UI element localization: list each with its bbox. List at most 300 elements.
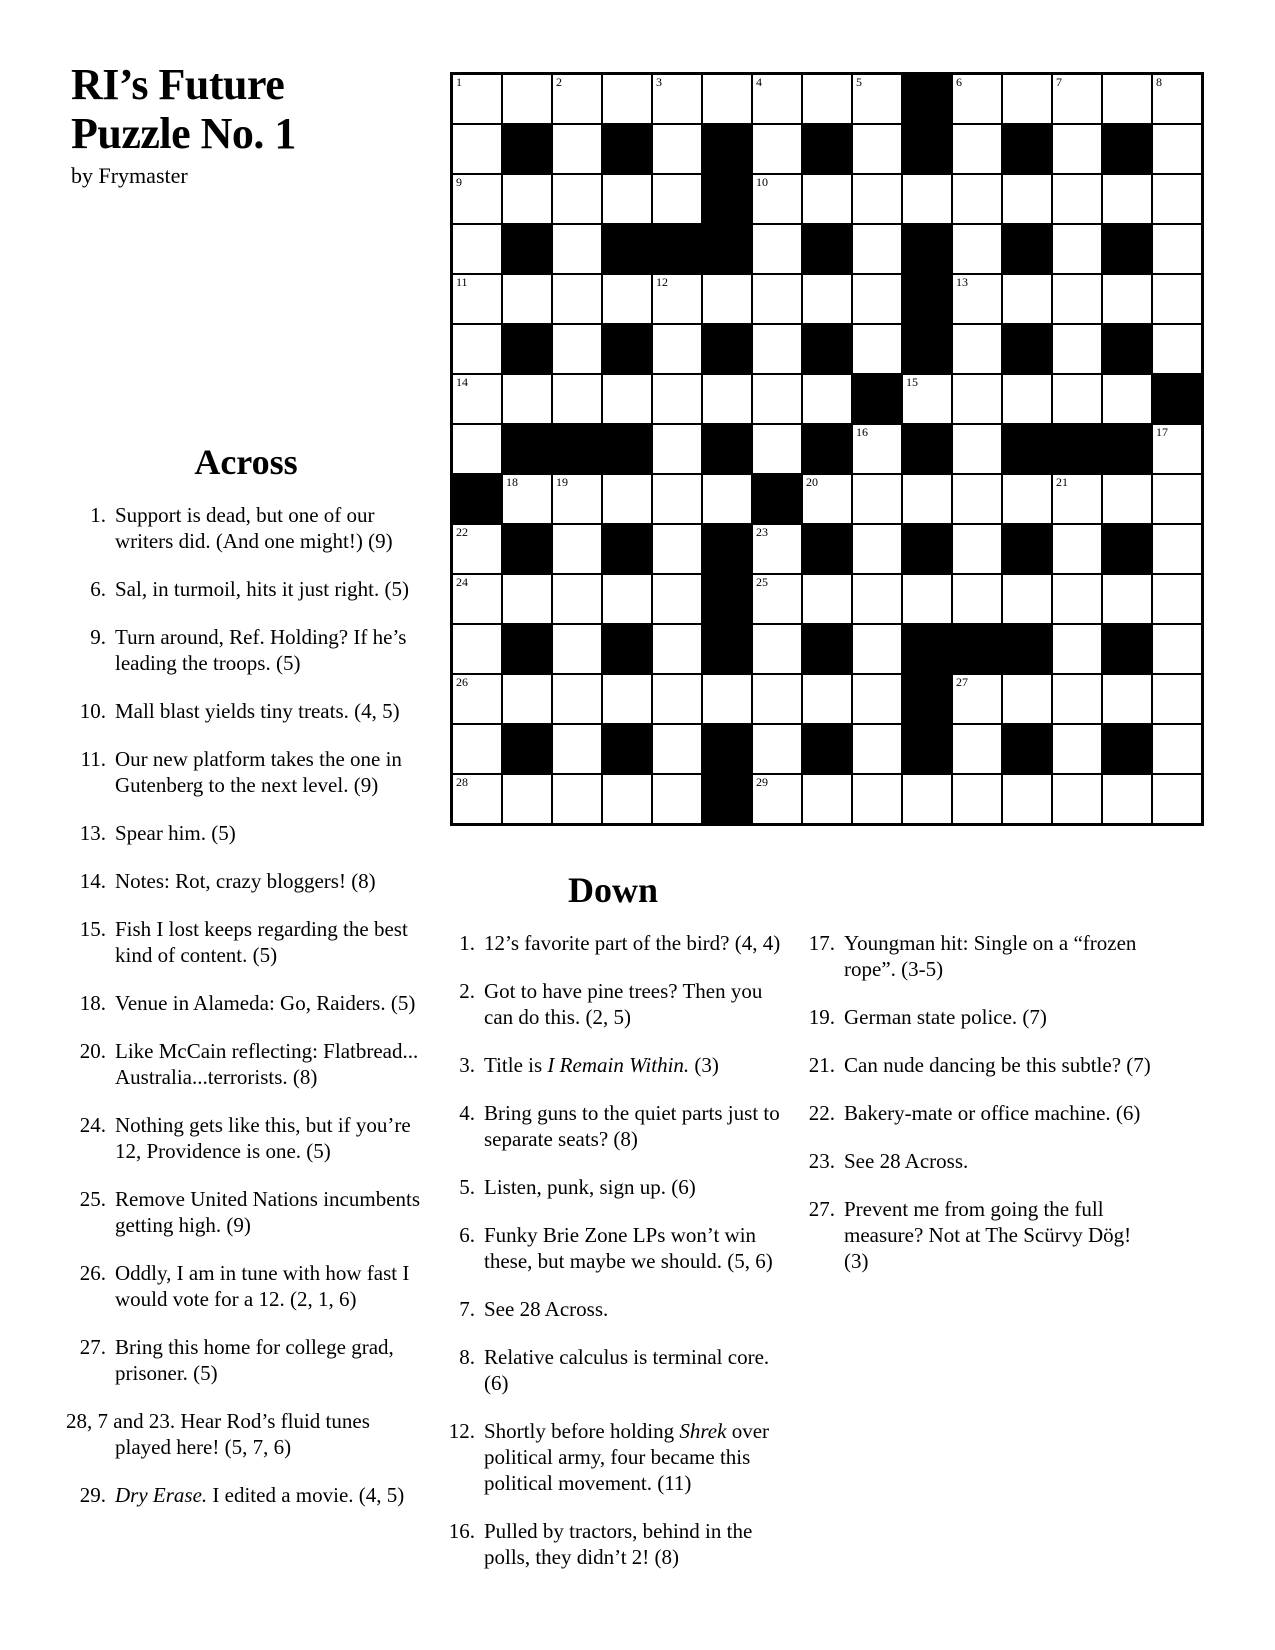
puzzle-byline: by Frymaster	[71, 163, 188, 188]
grid-cell	[1153, 225, 1201, 273]
clue-number: 1.	[90, 503, 106, 527]
across-clue	[66, 990, 426, 1016]
grid-cell	[703, 75, 751, 123]
across-section	[66, 440, 426, 1530]
grid-cell-black	[503, 725, 551, 773]
down-clue	[435, 978, 791, 1030]
grid-cell-black	[503, 225, 551, 273]
grid-cell-black	[803, 725, 851, 773]
cell-number: 9	[456, 175, 462, 189]
cell-number: 6	[956, 75, 962, 89]
cell-number: 17	[1156, 425, 1168, 439]
cell-number: 25	[756, 575, 768, 589]
across-clue	[66, 868, 426, 894]
clue-text: German state police. (7)	[844, 1005, 1047, 1029]
grid-cell	[753, 325, 801, 373]
grid-cell-black	[803, 325, 851, 373]
cell-number: 22	[456, 525, 468, 539]
grid-cell-black	[803, 225, 851, 273]
grid-cell	[1053, 225, 1101, 273]
grid-cell	[1153, 425, 1201, 473]
grid-cell	[1153, 725, 1201, 773]
down-clue	[435, 1052, 791, 1078]
grid-cell	[603, 175, 651, 223]
clue-text: Got to have pine trees? Then you can do this. (2, 5)	[484, 979, 763, 1029]
cell-number: 12	[656, 275, 668, 289]
grid-cell	[953, 275, 1001, 323]
grid-cell	[853, 175, 901, 223]
clue-text: Bring this home for college grad, prisoner. (5)	[115, 1335, 394, 1385]
grid-cell	[853, 775, 901, 823]
grid-cell	[603, 675, 651, 723]
grid-cell	[1053, 775, 1101, 823]
clue-number: 16.	[448, 1519, 475, 1543]
grid-cell	[553, 675, 601, 723]
grid-cell-black	[953, 625, 1001, 673]
grid-cell-black	[1103, 725, 1151, 773]
grid-cell	[553, 375, 601, 423]
grid-cell	[453, 175, 501, 223]
grid-cell	[653, 125, 701, 173]
grid-cell-black	[853, 375, 901, 423]
grid-cell	[953, 75, 1001, 123]
clue-text: Shortly before holding Shrek over political army, four became this political movement. (11)	[484, 1419, 770, 1495]
cell-number: 3	[656, 75, 662, 89]
cell-number: 20	[806, 475, 818, 489]
grid-cell	[953, 475, 1001, 523]
grid-cell-black	[1003, 325, 1051, 373]
grid-cell	[603, 475, 651, 523]
grid-cell	[703, 475, 751, 523]
clue-number: 2.	[459, 979, 475, 1003]
grid-cell	[603, 775, 651, 823]
grid-cell-black	[703, 525, 751, 573]
grid-cell	[1003, 475, 1051, 523]
grid-cell	[503, 175, 551, 223]
grid-cell	[753, 225, 801, 273]
puzzle-title-line2: Puzzle No. 1	[71, 109, 296, 158]
clue-number: 7.	[459, 1297, 475, 1321]
grid-cell	[953, 325, 1001, 373]
grid-cell	[1153, 525, 1201, 573]
cell-number: 15	[906, 375, 918, 389]
grid-cell	[1003, 375, 1051, 423]
down-clue	[795, 1100, 1155, 1126]
across-clue	[66, 1038, 426, 1090]
grid-cell	[803, 575, 851, 623]
grid-cell-black	[903, 75, 951, 123]
grid-cell	[1053, 375, 1101, 423]
grid-cell	[753, 725, 801, 773]
grid-cell	[453, 725, 501, 773]
grid-cell-black	[1003, 525, 1051, 573]
cell-number: 28	[456, 775, 468, 789]
clue-number: 25.	[79, 1187, 106, 1211]
grid-cell	[853, 425, 901, 473]
clue-number: 13.	[79, 821, 106, 845]
grid-cell-black	[903, 525, 951, 573]
grid-cell	[753, 675, 801, 723]
cell-number: 21	[1056, 475, 1068, 489]
cell-number: 18	[506, 475, 518, 489]
down-clue	[435, 1174, 791, 1200]
grid-cell	[1003, 575, 1051, 623]
grid-cell	[753, 425, 801, 473]
clue-text: Prevent me from going the full measure? Not at The Scürvy Dög! (3)	[844, 1197, 1132, 1273]
grid-cell-black	[603, 325, 651, 373]
grid-cell	[653, 275, 701, 323]
grid-cell-black	[903, 125, 951, 173]
grid-cell-black	[503, 325, 551, 373]
grid-cell	[653, 625, 701, 673]
grid-cell	[1153, 75, 1201, 123]
grid-cell	[503, 75, 551, 123]
grid-cell	[653, 425, 701, 473]
grid-cell	[903, 375, 951, 423]
grid-cell-black	[603, 125, 651, 173]
grid-cell	[953, 675, 1001, 723]
grid-cell	[553, 225, 601, 273]
grid-cell	[853, 675, 901, 723]
grid-cell	[453, 625, 501, 673]
clue-number: 15.	[79, 917, 106, 941]
grid-cell-black	[503, 525, 551, 573]
grid-cell	[453, 525, 501, 573]
across-clue-list	[66, 502, 426, 1508]
down-section	[435, 868, 791, 1592]
grid-cell	[853, 325, 901, 373]
grid-cell	[1003, 675, 1051, 723]
grid-cell	[603, 375, 651, 423]
grid-cell-black	[703, 575, 751, 623]
clue-text: Venue in Alameda: Go, Raiders. (5)	[115, 991, 416, 1015]
clue-number: 10.	[79, 699, 106, 723]
across-clue	[66, 916, 426, 968]
grid-cell	[553, 175, 601, 223]
grid-cell	[1153, 675, 1201, 723]
down-clue-list-1	[435, 930, 791, 1570]
grid-cell	[803, 675, 851, 723]
grid-cell-black	[1103, 625, 1151, 673]
grid-cell	[503, 375, 551, 423]
grid-cell	[453, 275, 501, 323]
grid-cell	[1053, 525, 1101, 573]
cell-number: 7	[1056, 75, 1062, 89]
clue-number: 24.	[79, 1113, 106, 1137]
down-clue	[795, 930, 1155, 982]
clue-text: Title is I Remain Within. (3)	[484, 1053, 719, 1077]
grid-cell	[1153, 775, 1201, 823]
grid-cell-black	[703, 125, 751, 173]
grid-cell	[853, 725, 901, 773]
grid-cell	[953, 775, 1001, 823]
grid-cell	[1053, 125, 1101, 173]
grid-cell	[603, 275, 651, 323]
grid-cell-black	[1103, 525, 1151, 573]
grid-cell	[803, 275, 851, 323]
grid-cell	[1153, 575, 1201, 623]
grid-cell-black	[1153, 375, 1201, 423]
grid-cell	[1003, 75, 1051, 123]
grid-cell	[653, 475, 701, 523]
grid-cell	[553, 725, 601, 773]
grid-cell	[1103, 75, 1151, 123]
grid-cell	[753, 275, 801, 323]
grid-cell	[553, 475, 601, 523]
clue-text: See 28 Across.	[844, 1149, 969, 1173]
clue-number: 4.	[459, 1101, 475, 1125]
grid-cell	[703, 275, 751, 323]
grid-cell	[553, 275, 601, 323]
grid-cell-black	[903, 625, 951, 673]
clue-text: Relative calculus is terminal core. (6)	[484, 1345, 770, 1395]
across-clue	[66, 624, 426, 676]
clue-text: See 28 Across.	[484, 1297, 609, 1321]
grid-cell	[953, 175, 1001, 223]
clue-text: Pulled by tractors, behind in the polls, they didn’t 2! (8)	[484, 1519, 753, 1569]
clue-text: Fish I lost keeps regarding the best kind of content. (5)	[115, 917, 408, 967]
clue-text: Like McCain reflecting: Flatbread... Australia...terrorists. (8)	[115, 1039, 419, 1089]
grid-cell-black	[903, 425, 951, 473]
cell-number: 16	[856, 425, 868, 439]
grid-cell	[1103, 575, 1151, 623]
clue-number: 18.	[79, 991, 106, 1015]
grid-cell	[953, 425, 1001, 473]
grid-cell	[853, 625, 901, 673]
grid-cell-black	[1003, 425, 1051, 473]
grid-cell	[1053, 75, 1101, 123]
clue-text: Remove United Nations incumbents getting high. (9)	[115, 1187, 421, 1237]
grid-cell-black	[1103, 325, 1151, 373]
grid-cell	[1153, 475, 1201, 523]
grid-cell	[503, 475, 551, 523]
grid-cell	[853, 525, 901, 573]
grid-cell-black	[903, 675, 951, 723]
grid-cell	[1103, 375, 1151, 423]
grid-cell-black	[1053, 425, 1101, 473]
grid-cell	[953, 125, 1001, 173]
grid-cell	[453, 425, 501, 473]
grid-cell	[903, 175, 951, 223]
grid-cell-black	[603, 425, 651, 473]
grid-cell	[553, 775, 601, 823]
grid-cell	[853, 225, 901, 273]
grid-cell-black	[603, 225, 651, 273]
grid-cell	[653, 325, 701, 373]
across-clue	[66, 1334, 426, 1386]
grid-cell-black	[1003, 725, 1051, 773]
grid-cell	[503, 775, 551, 823]
down-clue	[795, 1148, 1155, 1174]
grid-cell	[453, 225, 501, 273]
grid-cell	[953, 375, 1001, 423]
grid-cell	[753, 375, 801, 423]
down-clue	[795, 1004, 1155, 1030]
grid-cell-black	[603, 525, 651, 573]
across-clue	[66, 1482, 426, 1508]
grid-cell-black	[803, 425, 851, 473]
grid-cell	[1003, 175, 1051, 223]
grid-cell-black	[653, 225, 701, 273]
grid-cell-black	[1103, 425, 1151, 473]
clue-number: 9.	[90, 625, 106, 649]
grid-cell	[753, 525, 801, 573]
grid-cell-black	[703, 175, 751, 223]
cell-number: 13	[956, 275, 968, 289]
across-clue	[66, 576, 426, 602]
clue-text: Turn around, Ref. Holding? If he’s leading the troops. (5)	[115, 625, 407, 675]
clue-text: Youngman hit: Single on a “frozen rope”. (3-5)	[844, 931, 1137, 981]
grid-cell	[753, 75, 801, 123]
grid-cell	[903, 775, 951, 823]
grid-cell	[653, 375, 701, 423]
grid-cell	[553, 75, 601, 123]
cell-number: 5	[856, 75, 862, 89]
clue-number: 14.	[79, 869, 106, 893]
grid-cell	[1003, 275, 1051, 323]
grid-cell-black	[903, 325, 951, 373]
grid-cell	[1153, 625, 1201, 673]
grid-cell-black	[703, 775, 751, 823]
grid-cell	[453, 775, 501, 823]
grid-cell-black	[1103, 125, 1151, 173]
down-heading: Down	[567, 870, 659, 910]
grid-cell	[453, 375, 501, 423]
grid-cell	[1153, 275, 1201, 323]
clue-number: 8.	[459, 1345, 475, 1369]
puzzle-title-line1: RI’s Future	[71, 60, 285, 109]
clue-text: Bakery-mate or office machine. (6)	[844, 1101, 1141, 1125]
clue-number: 22.	[808, 1101, 835, 1125]
clue-number: 1.	[459, 931, 475, 955]
clue-number: 6.	[90, 577, 106, 601]
grid-cell	[853, 275, 901, 323]
down-clue	[435, 1222, 791, 1274]
clue-text: 12’s favorite part of the bird? (4, 4)	[484, 931, 781, 955]
grid-cell-black	[453, 475, 501, 523]
grid-cell	[603, 575, 651, 623]
grid-cell	[1053, 575, 1101, 623]
across-clue	[66, 820, 426, 846]
grid-cell	[803, 175, 851, 223]
clue-number: 19.	[808, 1005, 835, 1029]
clue-number: 29.	[79, 1483, 106, 1507]
grid-cell	[1103, 775, 1151, 823]
grid-cell	[653, 775, 701, 823]
clue-number: 6.	[459, 1223, 475, 1247]
clue-text: Hear Rod’s fluid tunes played here! (5, 7, 6)	[115, 1409, 370, 1459]
clue-text: Dry Erase. I edited a movie. (4, 5)	[115, 1483, 405, 1507]
grid-cell	[803, 75, 851, 123]
grid-cell	[553, 125, 601, 173]
grid-cell-black	[703, 425, 751, 473]
grid-cell	[1103, 675, 1151, 723]
grid-cell	[653, 75, 701, 123]
down-clue	[435, 930, 791, 956]
grid-cell	[853, 125, 901, 173]
clue-number: 11.	[80, 747, 106, 771]
clue-number: 12.	[448, 1419, 475, 1443]
grid-cell	[453, 325, 501, 373]
grid-cell	[1053, 725, 1101, 773]
down-clue	[435, 1418, 791, 1496]
clue-number: 20.	[79, 1039, 106, 1063]
grid-cell	[753, 125, 801, 173]
clue-text: Oddly, I am in tune with how fast I would vote for a 12. (2, 1, 6)	[115, 1261, 410, 1311]
grid-cell	[703, 375, 751, 423]
cell-number: 19	[556, 475, 568, 489]
grid-cell	[753, 575, 801, 623]
grid-cell	[603, 75, 651, 123]
cell-number: 29	[756, 775, 768, 789]
clue-text: Sal, in turmoil, hits it just right. (5)	[115, 577, 409, 601]
clue-text: Support is dead, but one of our writers did. (And one might!) (9)	[115, 503, 393, 553]
grid-cell-black	[703, 225, 751, 273]
grid-cell	[653, 725, 701, 773]
grid-cell	[753, 625, 801, 673]
clue-number: 27.	[79, 1335, 106, 1359]
grid-cell	[1103, 275, 1151, 323]
grid-cell	[1053, 325, 1101, 373]
grid-cell	[853, 575, 901, 623]
grid-cell-black	[903, 725, 951, 773]
grid-cell	[1103, 475, 1151, 523]
clue-number: 5.	[459, 1175, 475, 1199]
grid-cell	[903, 475, 951, 523]
grid-cell	[953, 725, 1001, 773]
grid-cell-black	[803, 525, 851, 573]
grid-cell	[503, 275, 551, 323]
clue-number: 3.	[459, 1053, 475, 1077]
grid-cell-black	[703, 625, 751, 673]
grid-cell	[503, 575, 551, 623]
grid-cell	[1053, 675, 1101, 723]
grid-cell	[1053, 475, 1101, 523]
clue-text: Funky Brie Zone LPs won’t win these, but maybe we should. (5, 6)	[484, 1223, 773, 1273]
cell-number: 11	[456, 275, 468, 289]
across-heading: Across	[194, 442, 298, 482]
grid-cell	[803, 375, 851, 423]
grid-cell	[453, 675, 501, 723]
clue-number: 21.	[808, 1053, 835, 1077]
grid-cell	[1053, 275, 1101, 323]
grid-cell-black	[903, 275, 951, 323]
across-clue	[66, 746, 426, 798]
across-clue	[66, 1260, 426, 1312]
grid-cell	[553, 525, 601, 573]
cell-number: 10	[756, 175, 768, 189]
grid-cell-black	[603, 625, 651, 673]
down-clue	[435, 1296, 791, 1322]
grid-cell	[553, 575, 601, 623]
grid-cell	[453, 125, 501, 173]
grid-cell-black	[503, 625, 551, 673]
cell-number: 14	[456, 375, 468, 389]
clue-text: Nothing gets like this, but if you’re 12, Providence is one. (5)	[115, 1113, 411, 1163]
down-clue	[795, 1052, 1155, 1078]
grid-cell-black	[803, 625, 851, 673]
grid-cell	[503, 675, 551, 723]
grid-cell-black	[1003, 125, 1051, 173]
clue-number: 23.	[808, 1149, 835, 1173]
grid-cell	[453, 575, 501, 623]
grid-cell	[453, 75, 501, 123]
grid-cell	[653, 575, 701, 623]
cell-number: 24	[456, 575, 468, 589]
grid-cell	[1103, 175, 1151, 223]
clue-number: 28, 7 and 23.	[66, 1409, 176, 1433]
grid-cell-black	[703, 725, 751, 773]
